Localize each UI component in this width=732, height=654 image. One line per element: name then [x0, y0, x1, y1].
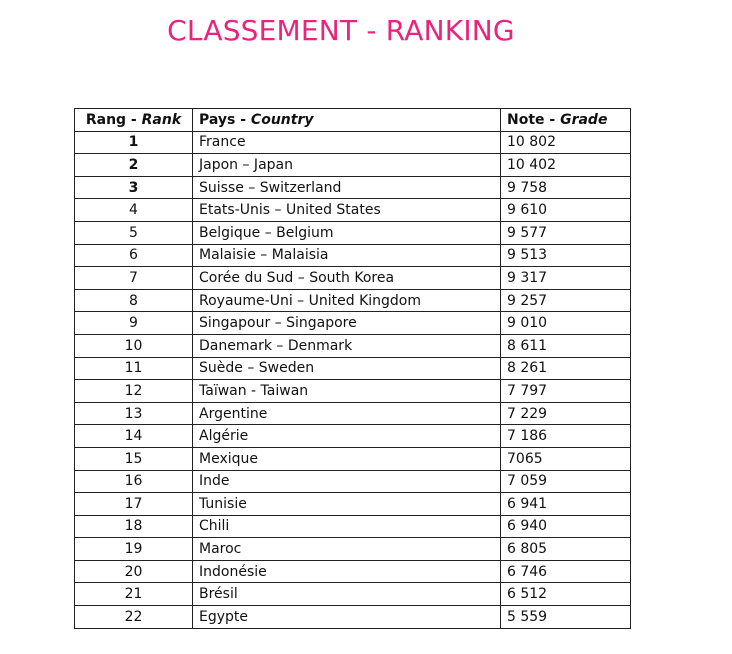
- table-body: [75, 131, 631, 628]
- page-title: CLASSEMENT - RANKING: [167, 14, 515, 47]
- cell-country: Algérie: [193, 425, 501, 448]
- cell-country: Egypte: [193, 606, 501, 629]
- cell-rank: 13: [75, 402, 193, 425]
- cell-rank: 3: [75, 176, 193, 199]
- cell-grade: 7 229: [501, 402, 631, 425]
- cell-country: Malaisie – Malaisia: [193, 244, 501, 267]
- cell-country: Inde: [193, 470, 501, 493]
- cell-country: Brésil: [193, 583, 501, 606]
- table-row: [75, 380, 631, 403]
- table-row: [75, 357, 631, 380]
- cell-rank: 18: [75, 515, 193, 538]
- cell-grade: 8 261: [501, 357, 631, 380]
- cell-rank: 2: [75, 154, 193, 177]
- cell-country: Danemark – Denmark: [193, 334, 501, 357]
- table-row: [75, 289, 631, 312]
- cell-country: Corée du Sud – South Korea: [193, 267, 501, 290]
- header-country-en: Country: [250, 111, 314, 128]
- cell-country: Belgique – Belgium: [193, 221, 501, 244]
- cell-country: Suisse – Switzerland: [193, 176, 501, 199]
- header-rank-en: Rank: [141, 111, 182, 128]
- cell-grade: 9 257: [501, 289, 631, 312]
- cell-grade: 7 797: [501, 380, 631, 403]
- cell-grade: 7065: [501, 447, 631, 470]
- cell-grade: 7 186: [501, 425, 631, 448]
- cell-rank: 20: [75, 560, 193, 583]
- cell-grade: 9 010: [501, 312, 631, 335]
- cell-grade: 9 317: [501, 267, 631, 290]
- table-row: [75, 493, 631, 516]
- cell-rank: 15: [75, 447, 193, 470]
- cell-country: Mexique: [193, 447, 501, 470]
- cell-rank: 10: [75, 334, 193, 357]
- header-rank: [75, 109, 193, 132]
- table-header-row: [75, 109, 631, 132]
- table-row: [75, 560, 631, 583]
- table-row: [75, 515, 631, 538]
- cell-country: Maroc: [193, 538, 501, 561]
- table-row: [75, 244, 631, 267]
- header-rank-fr: Rang -: [85, 111, 142, 128]
- table-row: [75, 131, 631, 154]
- cell-rank: 5: [75, 221, 193, 244]
- header-country: [193, 109, 501, 132]
- cell-rank: 16: [75, 470, 193, 493]
- cell-rank: 9: [75, 312, 193, 335]
- cell-country: Chili: [193, 515, 501, 538]
- cell-grade: 10 802: [501, 131, 631, 154]
- table-row: [75, 583, 631, 606]
- cell-country: Suède – Sweden: [193, 357, 501, 380]
- table-row: [75, 425, 631, 448]
- cell-rank: 12: [75, 380, 193, 403]
- cell-country: Indonésie: [193, 560, 501, 583]
- cell-grade: 6 512: [501, 583, 631, 606]
- table-row: [75, 334, 631, 357]
- cell-grade: 9 610: [501, 199, 631, 222]
- cell-country: Etats-Unis – United States: [193, 199, 501, 222]
- table-row: [75, 312, 631, 335]
- cell-grade: 6 941: [501, 493, 631, 516]
- cell-country: Tunisie: [193, 493, 501, 516]
- cell-rank: 19: [75, 538, 193, 561]
- cell-rank: 22: [75, 606, 193, 629]
- cell-rank: 1: [75, 131, 193, 154]
- cell-rank: 7: [75, 267, 193, 290]
- cell-grade: 10 402: [501, 154, 631, 177]
- table-row: [75, 447, 631, 470]
- cell-grade: 6 746: [501, 560, 631, 583]
- cell-grade: 6 805: [501, 538, 631, 561]
- cell-rank: 6: [75, 244, 193, 267]
- table-row: [75, 154, 631, 177]
- cell-country: Argentine: [193, 402, 501, 425]
- cell-rank: 8: [75, 289, 193, 312]
- cell-country: Royaume-Uni – United Kingdom: [193, 289, 501, 312]
- cell-country: Taïwan - Taiwan: [193, 380, 501, 403]
- cell-grade: 8 611: [501, 334, 631, 357]
- table-row: [75, 176, 631, 199]
- cell-country: Japon – Japan: [193, 154, 501, 177]
- cell-grade: 9 758: [501, 176, 631, 199]
- cell-rank: 14: [75, 425, 193, 448]
- table-row: [75, 402, 631, 425]
- table-row: [75, 538, 631, 561]
- table-row: [75, 470, 631, 493]
- table-row: [75, 221, 631, 244]
- ranking-table: [74, 108, 631, 629]
- cell-grade: 6 940: [501, 515, 631, 538]
- header-country-fr: Pays -: [199, 111, 251, 128]
- table-row: [75, 199, 631, 222]
- table-row: [75, 606, 631, 629]
- header-grade: [501, 109, 631, 132]
- table-row: [75, 267, 631, 290]
- cell-rank: 17: [75, 493, 193, 516]
- cell-rank: 11: [75, 357, 193, 380]
- cell-rank: 4: [75, 199, 193, 222]
- cell-grade: 9 513: [501, 244, 631, 267]
- cell-rank: 21: [75, 583, 193, 606]
- cell-country: Singapour – Singapore: [193, 312, 501, 335]
- cell-grade: 5 559: [501, 606, 631, 629]
- cell-country: France: [193, 131, 501, 154]
- cell-grade: 7 059: [501, 470, 631, 493]
- cell-grade: 9 577: [501, 221, 631, 244]
- header-grade-fr: Note -: [507, 111, 561, 128]
- header-grade-en: Grade: [560, 111, 608, 128]
